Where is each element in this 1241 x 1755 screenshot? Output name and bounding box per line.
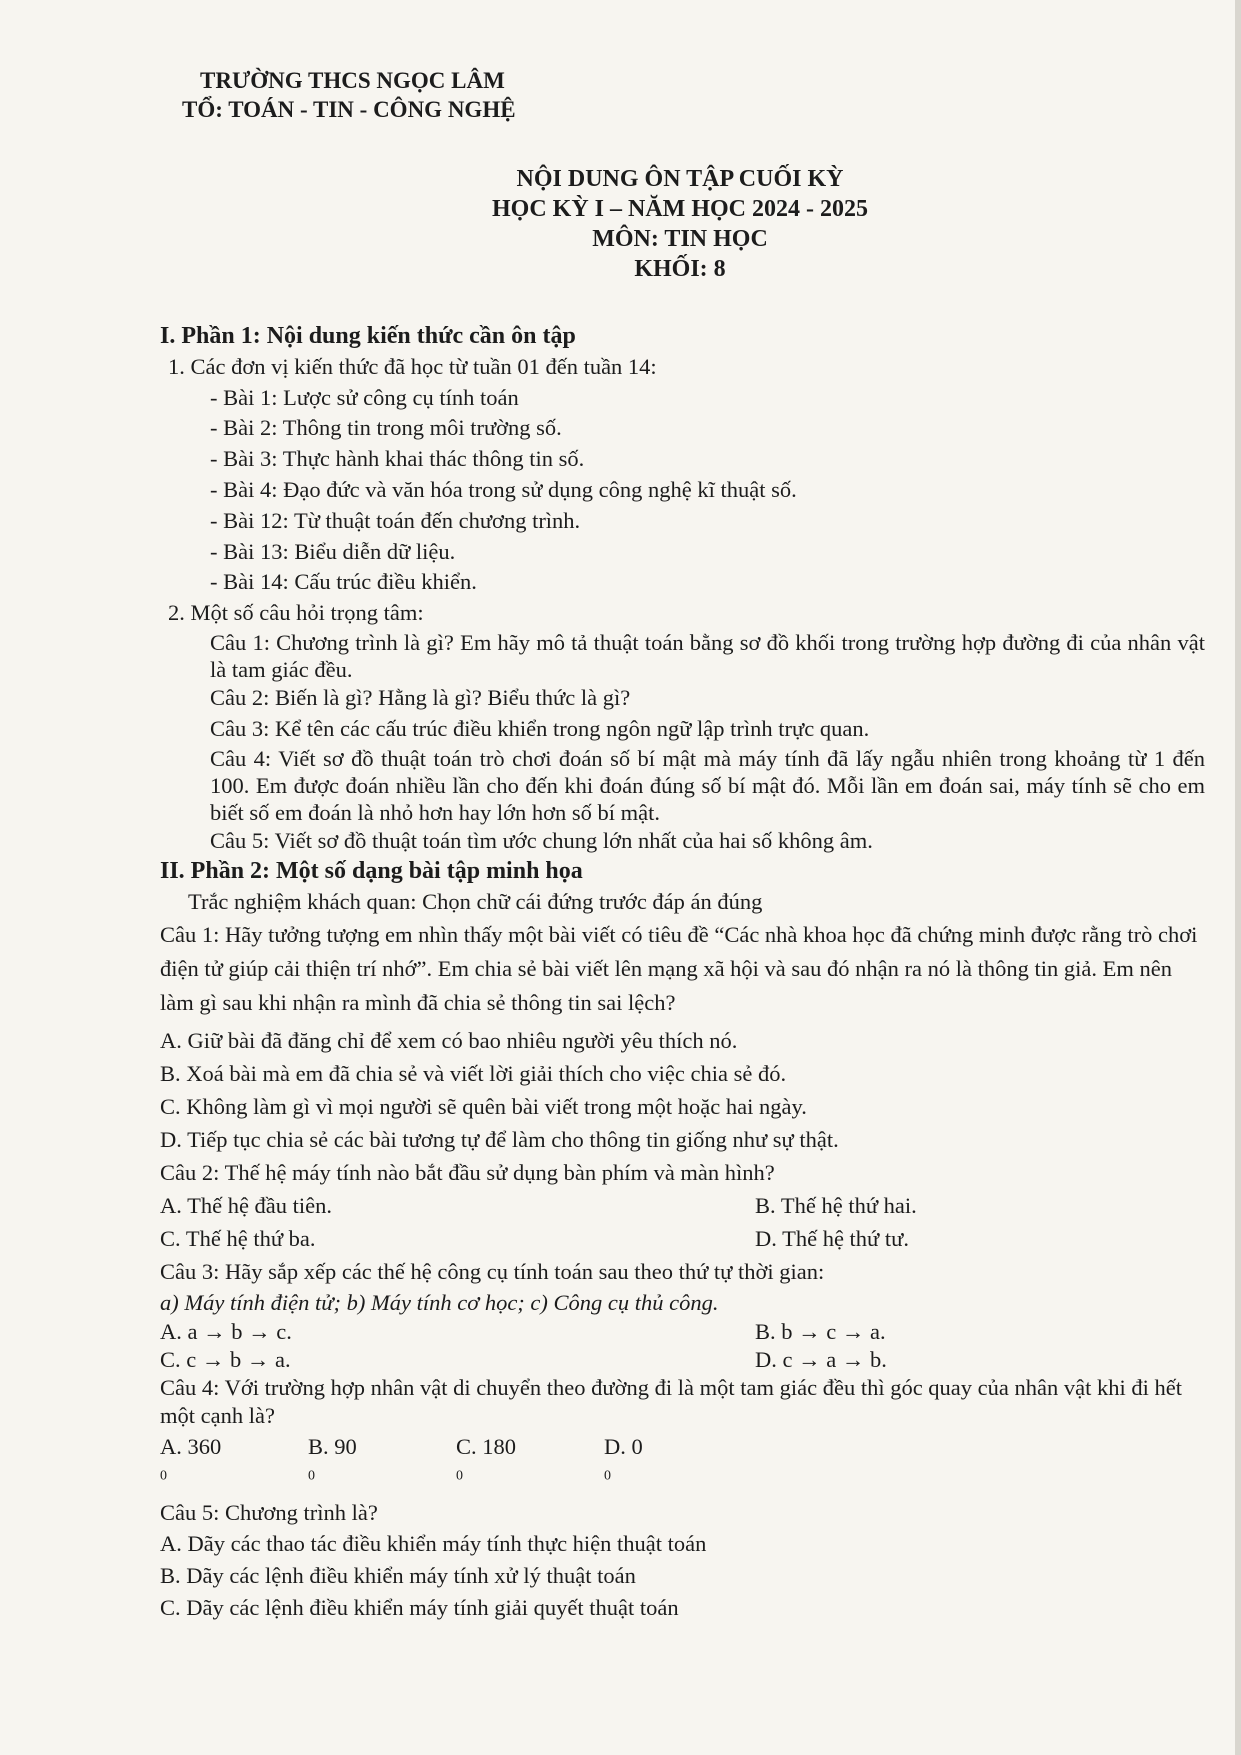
answer-option: C. Dãy các lệnh điều khiển máy tính giải quyết thuật toán bbox=[160, 1594, 679, 1620]
degree-mark: 0 bbox=[604, 1468, 611, 1484]
question-5: Câu 5: Chương trình là? bbox=[160, 1499, 378, 1525]
lesson-item: - Bài 1: Lược sử công cụ tính toán bbox=[210, 384, 519, 410]
lesson-list bbox=[160, 383, 1205, 599]
lesson-item: - Bài 2: Thông tin trong môi trường số. bbox=[210, 415, 562, 441]
answer-row bbox=[160, 1430, 1205, 1498]
key-question: Câu 4: Viết sơ đồ thuật toán trò chơi đoán số bí mật mà máy tính đã lấy ngẫu nhiên trong khoảng từ 1 đến 100. Em được đoán nhiều lần cho đến khi đoán đúng số bí mật đó. Mỗi lần em đoán sai, máy tính sẽ cho em biết số em đoán là nhỏ hơn hay lớn hơn số bí mật. bbox=[210, 745, 1205, 825]
answer-text: A. 360 bbox=[160, 1433, 222, 1459]
mcq-section bbox=[160, 918, 1205, 1624]
degree-mark: 0 bbox=[456, 1468, 463, 1484]
subject: MÔN: TIN HỌC bbox=[592, 226, 768, 252]
answer-option: C. Thế hệ thứ ba. bbox=[160, 1225, 316, 1251]
scan-edge bbox=[1235, 0, 1241, 1755]
key-question: Câu 1: Chương trình là gì? Em hãy mô tả thuật toán bằng sơ đồ khối trong trường hợp đường đi của nhân vật là tam giác đều. bbox=[210, 629, 1205, 682]
lesson-item: - Bài 13: Biểu diễn dữ liệu. bbox=[210, 538, 456, 564]
lesson-item: - Bài 4: Đạo đức và văn hóa trong sử dụng công nghệ kĩ thuật số. bbox=[210, 476, 797, 502]
answer-text: D. 0 bbox=[604, 1433, 643, 1459]
answer-row bbox=[160, 1222, 1205, 1255]
question-3-items: a) Máy tính điện tử; b) Máy tính cơ học; c) Công cụ thủ công. bbox=[160, 1289, 719, 1315]
school-year: HỌC KỲ I – NĂM HỌC 2024 - 2025 bbox=[492, 196, 868, 222]
answer-option: D. Tiếp tục chia sẻ các bài tương tự để làm cho thông tin giống như sự thật. bbox=[160, 1126, 839, 1152]
answer-option: A. Dãy các thao tác điều khiển máy tính thực hiện thuật toán bbox=[160, 1530, 707, 1556]
question-2: Câu 2: Thế hệ máy tính nào bắt đầu sử dụng bàn phím và màn hình? bbox=[160, 1159, 775, 1185]
grade: KHỐI: 8 bbox=[634, 256, 726, 282]
part2-title: II. Phần 2: Một số dạng bài tập minh họa bbox=[160, 858, 583, 885]
answer-option: D. c → a → b. bbox=[755, 1346, 887, 1372]
answer-option: A. Thế hệ đầu tiên. bbox=[160, 1192, 333, 1218]
question-4: Câu 4: Với trường hợp nhân vật di chuyển theo đường đi là một tam giác đều thì góc quay của nhân vật khi đi hết một cạnh là? bbox=[160, 1374, 1182, 1428]
answer-row bbox=[160, 1189, 1205, 1222]
answer-option: C. Không làm gì vì mọi người sẽ quên bài viết trong một hoặc hai ngày. bbox=[160, 1093, 807, 1119]
answer-option bbox=[604, 1430, 752, 1498]
part1-item2: 2. Một số câu hỏi trọng tâm: bbox=[168, 600, 424, 626]
answer-row bbox=[160, 1346, 1205, 1374]
part1-item1: 1. Các đơn vị kiến thức đã học từ tuần 01 đến tuần 14: bbox=[168, 353, 657, 379]
answer-text: C. 180 bbox=[456, 1433, 517, 1459]
answer-option: B. b → c → a. bbox=[755, 1318, 886, 1344]
question-1: Câu 1: Hãy tưởng tượng em nhìn thấy một bài viết có tiêu đề “Các nhà khoa học đã chứng minh được rằng trò chơi điện tử giúp cải thiện trí nhớ”. Em chia sẻ bài viết lên mạng xã hội và sau đó nhận ra nó là thông tin giả. Em nên làm gì sau khi nhận ra mình đã chia sẻ thông tin sai lệch? bbox=[160, 921, 1198, 1015]
answer-option bbox=[308, 1430, 456, 1498]
answer-row bbox=[160, 1318, 1205, 1346]
key-question: Câu 3: Kể tên các cấu trúc điều khiển trong ngôn ngữ lập trình trực quan. bbox=[210, 715, 870, 741]
key-question: Câu 5: Viết sơ đồ thuật toán tìm ước chung lớn nhất của hai số không âm. bbox=[210, 827, 873, 853]
answer-option: C. c → b → a. bbox=[160, 1346, 291, 1372]
lesson-item: - Bài 3: Thực hành khai thác thông tin số. bbox=[210, 446, 585, 472]
key-question: Câu 2: Biến là gì? Hằng là gì? Biểu thức là gì? bbox=[210, 684, 631, 710]
document-title: NỘI DUNG ÔN TẬP CUỐI KỲ bbox=[516, 166, 844, 192]
answer-option: B. Xoá bài mà em đã chia sẻ và viết lời giải thích cho việc chia sẻ đó. bbox=[160, 1060, 787, 1086]
key-question-list bbox=[160, 629, 1205, 856]
answer-option: B. Dãy các lệnh điều khiển máy tính xử lý thuật toán bbox=[160, 1562, 636, 1588]
part1-title: I. Phần 1: Nội dung kiến thức cần ôn tập bbox=[160, 323, 576, 349]
degree-mark: 0 bbox=[308, 1468, 315, 1484]
answer-text: B. 90 bbox=[308, 1433, 357, 1459]
question-3: Câu 3: Hãy sắp xếp các thế hệ công cụ tính toán sau theo thứ tự thời gian: bbox=[160, 1258, 825, 1284]
school-header bbox=[182, 66, 516, 124]
lesson-item: - Bài 12: Từ thuật toán đến chương trình. bbox=[210, 507, 581, 533]
answer-option: A. Giữ bài đã đăng chỉ để xem có bao nhiêu người yêu thích nó. bbox=[160, 1027, 738, 1053]
document-body bbox=[160, 321, 1205, 1624]
answer-option: B. Thế hệ thứ hai. bbox=[755, 1192, 917, 1218]
answer-option bbox=[160, 1430, 308, 1498]
lesson-item: - Bài 14: Cấu trúc điều khiển. bbox=[210, 569, 477, 595]
department-name: TỔ: TOÁN - TIN - CÔNG NGHỆ bbox=[182, 97, 516, 122]
school-name: TRƯỜNG THCS NGỌC LÂM bbox=[200, 68, 505, 93]
document-title-block bbox=[440, 164, 920, 284]
degree-mark: 0 bbox=[160, 1468, 167, 1484]
answer-option: A. a → b → c. bbox=[160, 1318, 292, 1344]
answer-option: D. Thế hệ thứ tư. bbox=[755, 1225, 909, 1251]
part2-intro: Trắc nghiệm khách quan: Chọn chữ cái đứng trước đáp án đúng bbox=[188, 889, 763, 915]
answer-option bbox=[456, 1430, 604, 1498]
